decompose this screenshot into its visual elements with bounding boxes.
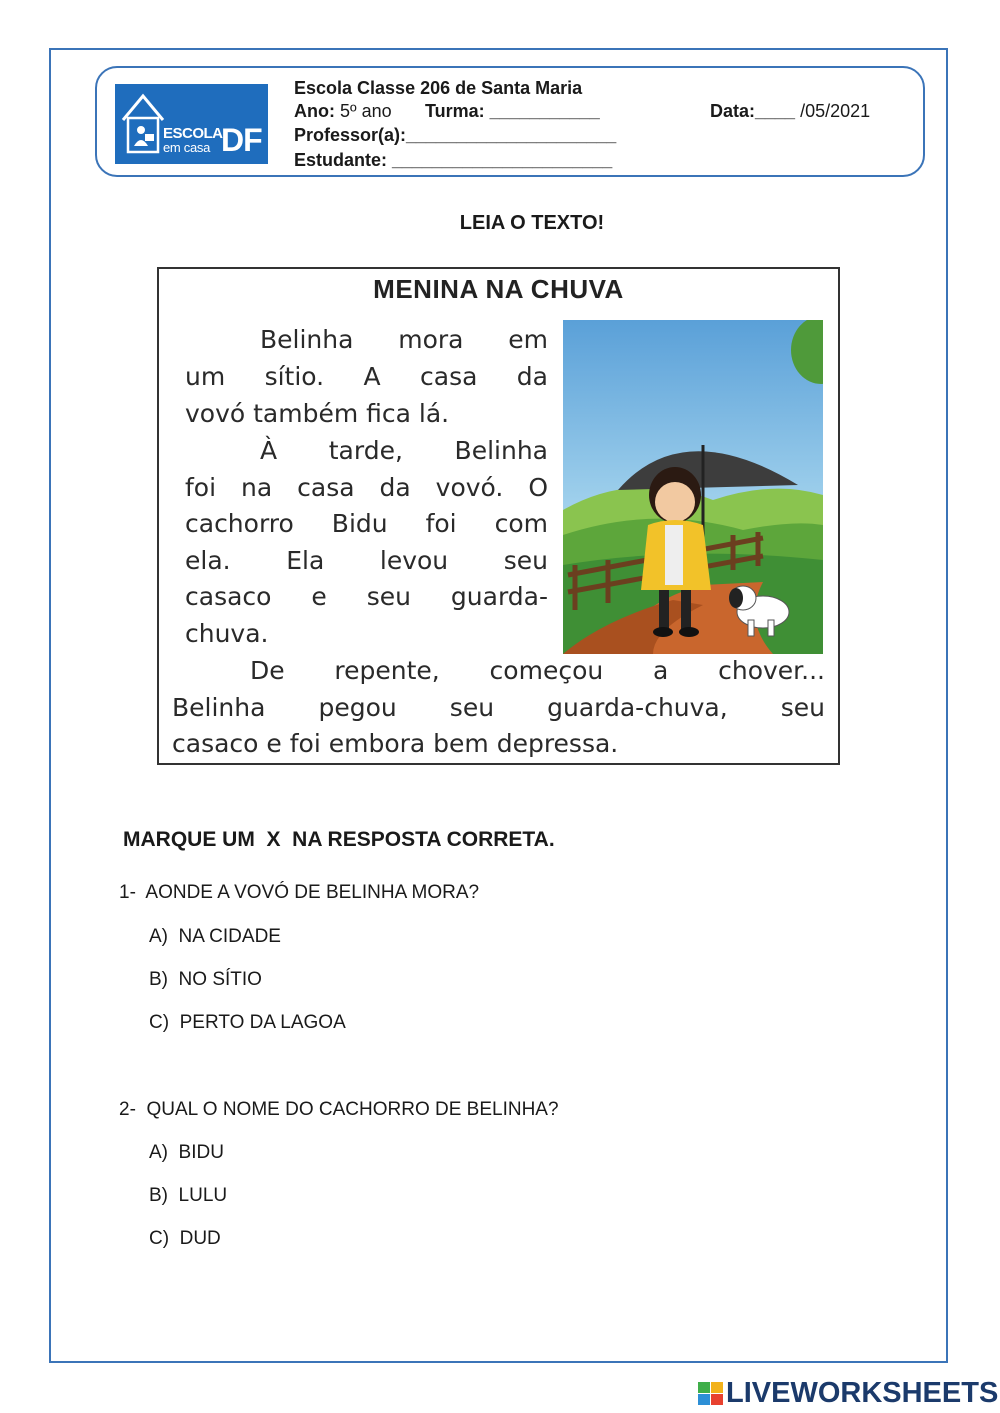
story-title: MENINA NA CHUVA: [373, 274, 624, 304]
story-line: foi na casa da vovó. O: [185, 473, 548, 502]
story-line: À tarde, Belinha: [260, 436, 548, 465]
option-1c[interactable]: C) PERTO DA LAGOA: [149, 1012, 346, 1033]
estudante-field[interactable]: Estudante: ______________________: [294, 150, 613, 170]
data-value: /05/2021: [795, 101, 871, 121]
instruction: MARQUE UM X NA RESPOSTA CORRETA.: [123, 828, 555, 851]
story-line: ela. Ela levou seu: [185, 546, 548, 575]
data-field[interactable]: [710, 100, 870, 122]
option-2c[interactable]: C) DUD: [149, 1228, 221, 1249]
story-line: casaco e seu guarda-: [185, 582, 548, 611]
story-line: cachorro Bidu foi com: [185, 509, 548, 538]
option-2b[interactable]: B) LULU: [149, 1185, 228, 1206]
question-2: 2- QUAL O NOME DO CACHORRO DE BELINHA?: [119, 1099, 559, 1120]
girl-umbrella-illustration: [563, 320, 823, 654]
story-line: chuva.: [185, 619, 269, 648]
school-name: Escola Classe 206 de Santa Maria: [294, 78, 583, 98]
professor-field[interactable]: Professor(a):_____________________: [294, 125, 617, 145]
data-label: Data:____: [710, 101, 796, 121]
escola-em-casa-logo: [115, 84, 268, 164]
story-line: De repente, começou a chover...: [250, 656, 825, 685]
ano-row: [294, 100, 392, 122]
ano-value: 5º ano: [334, 101, 392, 121]
story-line: Belinha pegou seu guarda-chuva, seu: [172, 693, 825, 722]
logo-emcasa-text: em casa: [163, 140, 211, 155]
logo-df-text: DF: [221, 122, 262, 158]
liveworksheets-logo-icon: [698, 1378, 724, 1408]
logo-escola-text: ESCOLA: [163, 125, 223, 142]
ano-label: Ano:: [294, 101, 335, 121]
story-line: vovó também fica lá.: [185, 399, 450, 428]
option-1b[interactable]: B) NO SÍTIO: [149, 969, 262, 990]
liveworksheets-brand[interactable]: LIVEWORKSHEETS: [726, 1377, 999, 1409]
story-line: casaco e foi embora bem depressa.: [172, 729, 619, 758]
question-1: 1- AONDE A VOVÓ DE BELINHA MORA?: [119, 882, 480, 903]
option-1a[interactable]: A) NA CIDADE: [149, 926, 281, 947]
read-title: LEIA O TEXTO!: [459, 212, 605, 234]
story-line: Belinha mora em: [260, 325, 548, 354]
story-line: um sítio. A casa da: [185, 362, 548, 391]
option-2a[interactable]: A) BIDU: [149, 1142, 224, 1163]
turma-field[interactable]: Turma: ___________: [425, 101, 600, 121]
